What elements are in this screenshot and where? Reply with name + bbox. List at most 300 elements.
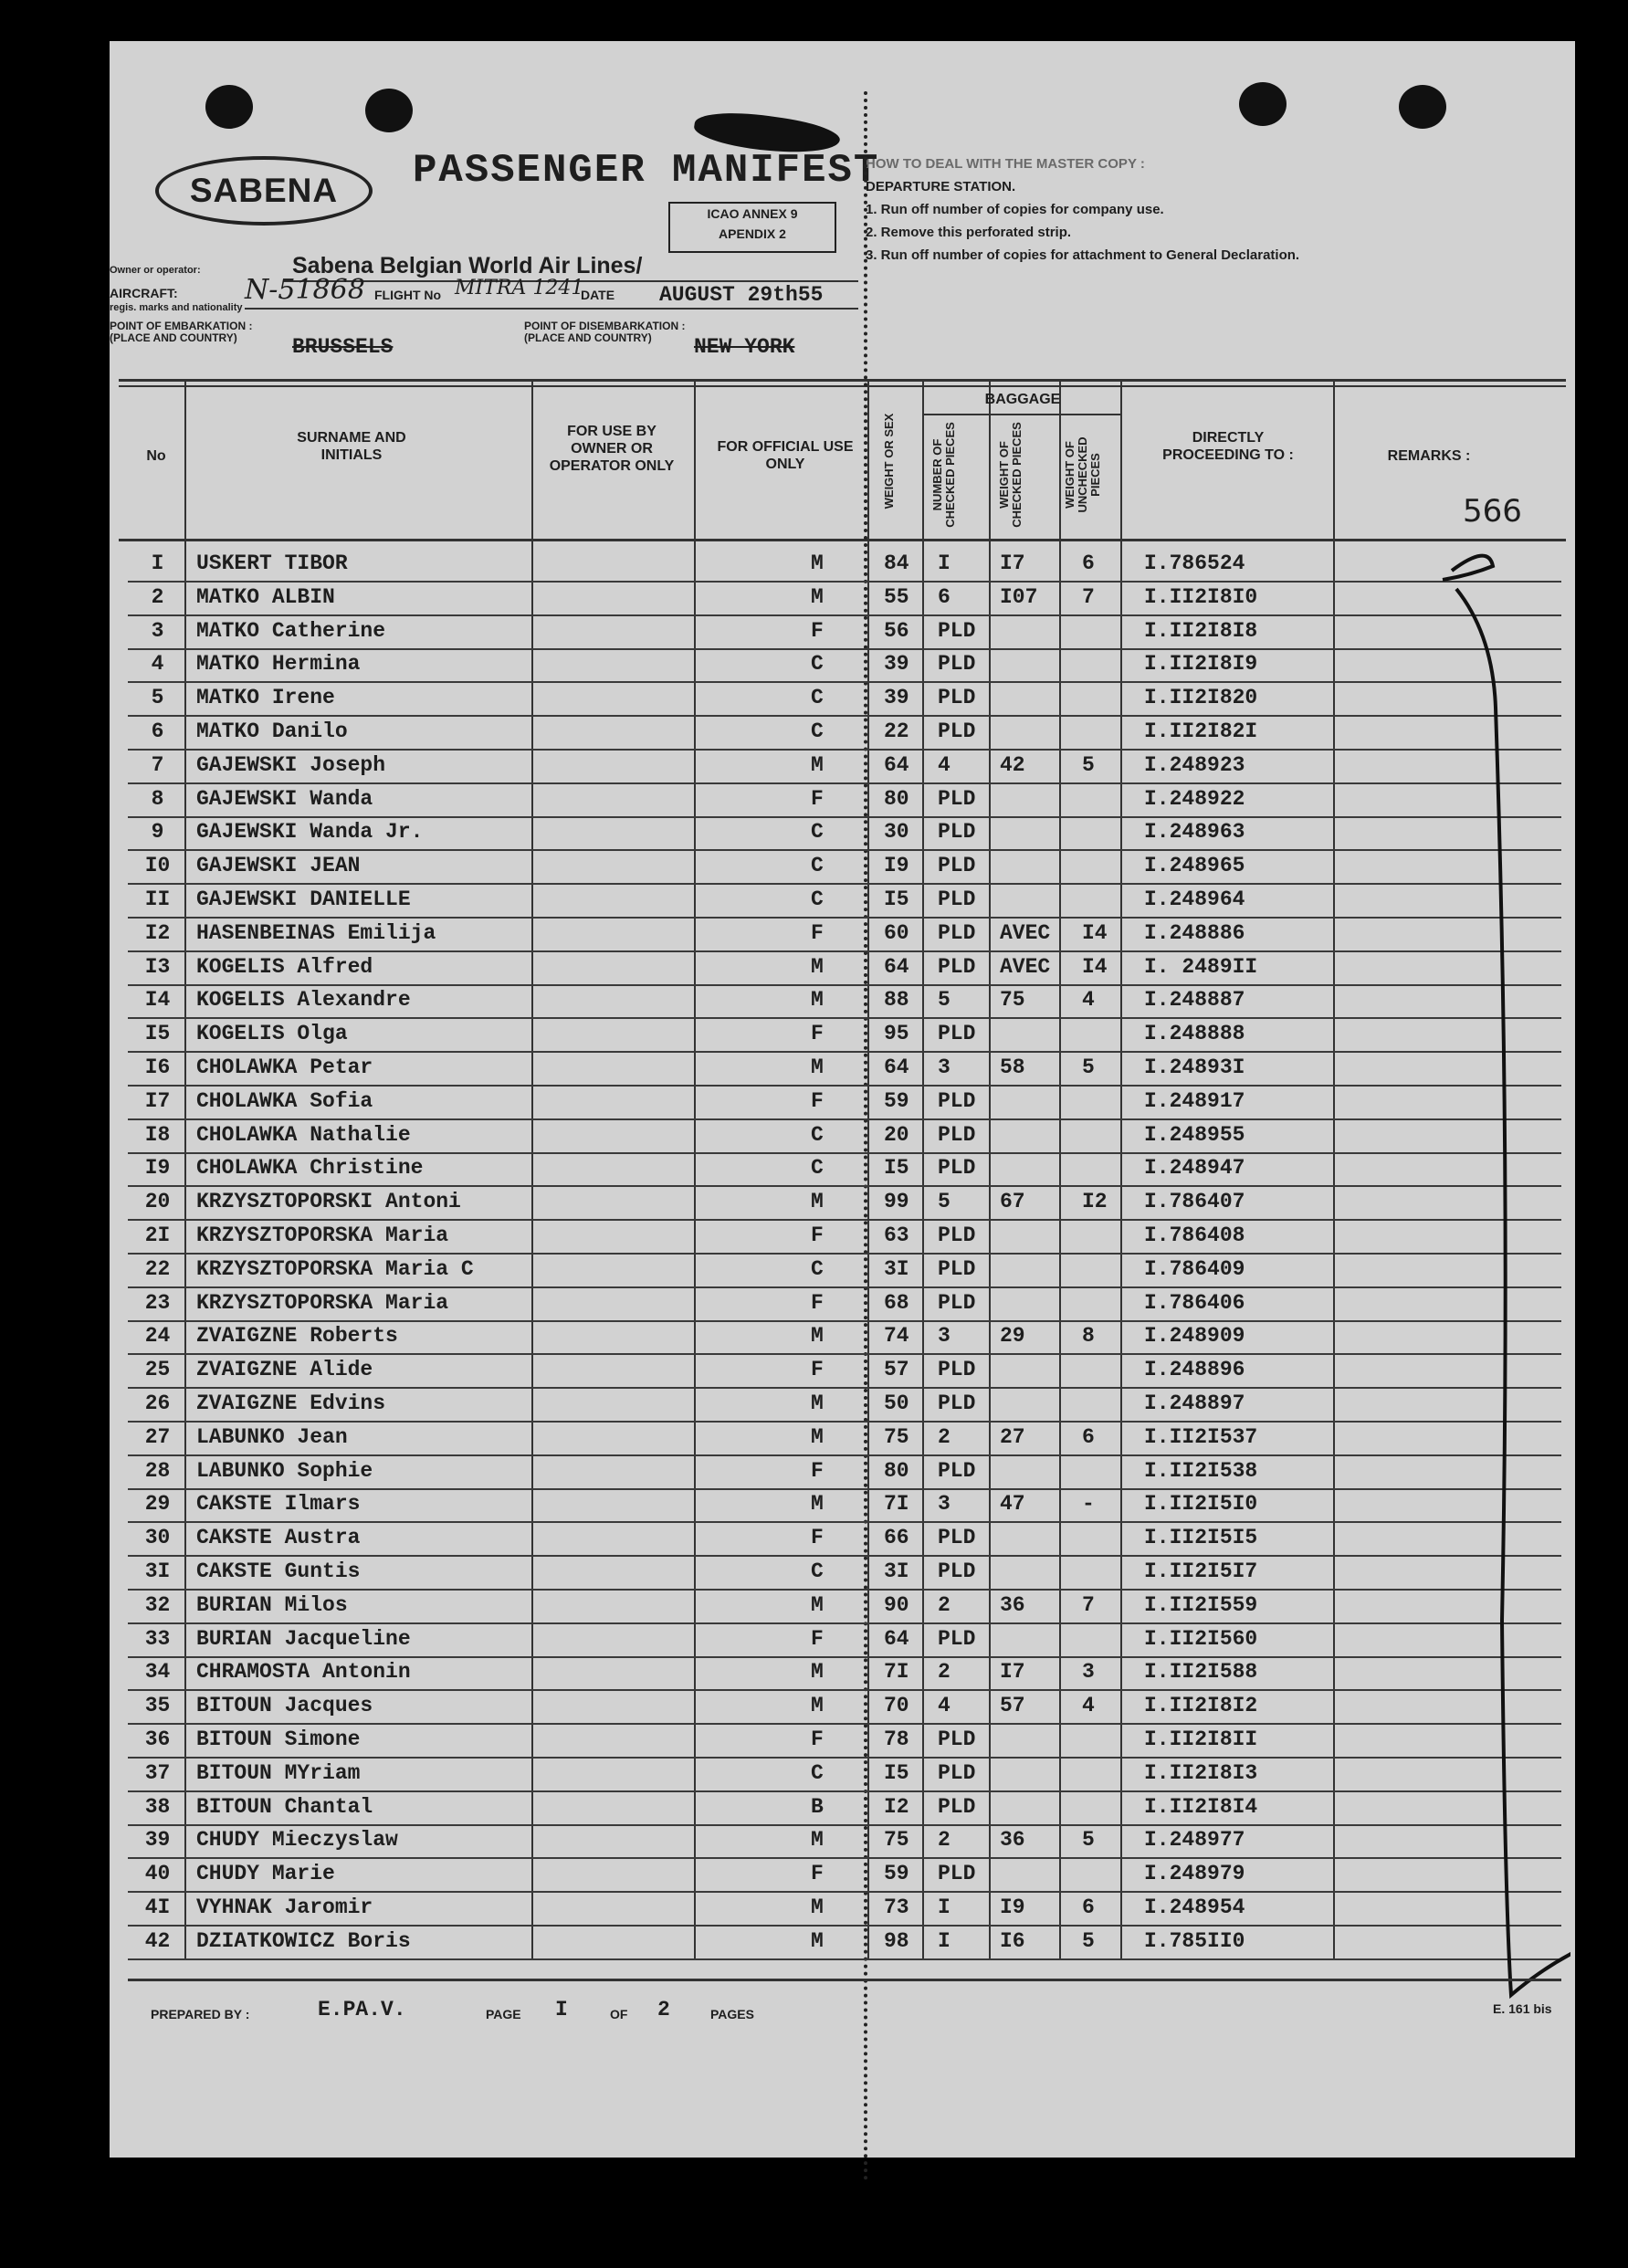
passenger-sex: C <box>811 1256 824 1281</box>
passenger-weight: 78 <box>884 1727 909 1751</box>
checked-pieces: PLD <box>938 1290 976 1315</box>
of-label: OF <box>610 2007 628 2021</box>
checked-weight: I6 <box>1000 1928 1025 1953</box>
passenger-sex: F <box>811 786 824 811</box>
passenger-sex: M <box>811 1055 824 1079</box>
header-rule-2 <box>119 385 1566 387</box>
row-number: I3 <box>144 954 171 979</box>
passenger-name: BITOUN Simone <box>196 1727 361 1751</box>
passenger-sex: C <box>811 686 824 710</box>
passenger-name: USKERT TIBOR <box>196 551 348 575</box>
passenger-weight: 80 <box>884 1458 909 1483</box>
header-rule-bottom <box>119 539 1566 541</box>
passenger-name: BURIAN Jacqueline <box>196 1626 411 1651</box>
proceeding-to: I.II2I538 <box>1144 1458 1258 1483</box>
unchecked-weight: 6 <box>1082 551 1095 575</box>
aircraft-sub-label: regis. marks and nationality <box>110 302 243 313</box>
passenger-name: BITOUN Jacques <box>196 1694 373 1718</box>
passenger-name: KOGELIS Alexandre <box>196 988 411 1013</box>
table-row <box>110 548 1575 582</box>
passenger-sex: C <box>811 1122 824 1147</box>
proceeding-to: I.248887 <box>1144 988 1245 1013</box>
row-number: 2I <box>144 1223 171 1247</box>
table-row <box>110 1623 1575 1657</box>
table-row <box>110 1926 1575 1959</box>
table-row <box>110 1220 1575 1254</box>
checked-pieces: 4 <box>938 752 951 777</box>
proceeding-to: I.II2I537 <box>1144 1424 1258 1449</box>
passenger-weight: 64 <box>884 1626 909 1651</box>
checked-pieces: PLD <box>938 954 976 979</box>
passenger-weight: 84 <box>884 551 909 575</box>
checked-weight: 36 <box>1000 1828 1025 1853</box>
unchecked-weight: I4 <box>1082 920 1108 945</box>
table-row <box>110 1892 1575 1926</box>
passenger-sex: M <box>811 1424 824 1449</box>
row-rule <box>128 1958 1561 1960</box>
prepared-by-value: E.PA.V. <box>318 1998 406 2021</box>
row-number: 4I <box>144 1895 171 1919</box>
checked-pieces: PLD <box>938 1526 976 1550</box>
checked-pieces: PLD <box>938 854 976 878</box>
passenger-weight: 7I <box>884 1660 909 1685</box>
checked-weight: 29 <box>1000 1324 1025 1349</box>
table-row <box>110 951 1575 985</box>
col-header-surname: SURNAME AND INITIALS <box>297 430 406 463</box>
unchecked-weight: 4 <box>1082 1694 1095 1718</box>
owner-value: Sabena Belgian World Air Lines/ <box>292 253 643 278</box>
passenger-name: LABUNKO Sophie <box>196 1458 373 1483</box>
proceeding-to: I.248888 <box>1144 1022 1245 1046</box>
checked-pieces: PLD <box>938 1458 976 1483</box>
row-number: 37 <box>144 1760 171 1785</box>
row-number: 6 <box>151 719 164 743</box>
col-header-proceeding: DIRECTLY PROCEEDING TO : <box>1162 430 1294 463</box>
checked-pieces: 6 <box>938 584 951 609</box>
passenger-sex: M <box>811 584 824 609</box>
unchecked-weight: 5 <box>1082 1055 1095 1079</box>
table-row <box>110 716 1575 750</box>
row-number: 8 <box>151 786 164 811</box>
row-number: II <box>144 887 171 911</box>
table-row <box>110 615 1575 649</box>
passenger-weight: 57 <box>884 1358 909 1382</box>
checked-weight: AVEC <box>1000 954 1051 979</box>
unchecked-weight: 5 <box>1082 1928 1095 1953</box>
passenger-sex: M <box>811 1391 824 1415</box>
passenger-sex: M <box>811 1324 824 1349</box>
table-row <box>110 984 1575 1018</box>
row-number: 34 <box>144 1660 171 1685</box>
checked-pieces: 2 <box>938 1424 951 1449</box>
aircraft-value: N-51868 <box>245 274 365 306</box>
passenger-weight: 59 <box>884 1862 909 1886</box>
passenger-sex: F <box>811 1862 824 1886</box>
checked-weight: 47 <box>1000 1492 1025 1517</box>
checked-pieces: PLD <box>938 1223 976 1247</box>
col-header-owner: FOR USE BY OWNER OR OPERATOR ONLY <box>549 424 675 474</box>
proceeding-to: I.248964 <box>1144 887 1245 911</box>
baggage-rule <box>922 414 1120 415</box>
row-number: 25 <box>144 1358 171 1382</box>
checked-pieces: PLD <box>938 652 976 677</box>
proceeding-to: I.II2I5I7 <box>1144 1559 1258 1583</box>
passenger-name: KRZYSZTOPORSKI Antoni <box>196 1190 461 1214</box>
row-number: 3I <box>144 1559 171 1583</box>
proceeding-to: I.248923 <box>1144 752 1245 777</box>
proceeding-to: I.II2I8I8 <box>1144 618 1258 643</box>
page-label: PAGE <box>486 2007 521 2021</box>
proceeding-to: I.248979 <box>1144 1862 1245 1886</box>
passenger-sex: M <box>811 954 824 979</box>
aircraft-underline <box>245 308 858 310</box>
checked-pieces: PLD <box>938 1391 976 1415</box>
date-value: AUGUST 29th55 <box>659 283 824 307</box>
row-number: I9 <box>144 1156 171 1181</box>
checked-pieces: 2 <box>938 1592 951 1617</box>
row-number: 38 <box>144 1794 171 1819</box>
checked-pieces: PLD <box>938 1088 976 1113</box>
row-number: 4 <box>151 652 164 677</box>
table-row <box>110 1690 1575 1724</box>
checked-pieces: I <box>938 1928 951 1953</box>
punch-hole-left-2 <box>365 89 413 132</box>
col-header-baggage: BAGGAGE <box>984 392 1061 407</box>
passenger-weight: 80 <box>884 786 909 811</box>
col-header-weight-sex: WEIGHT OR SEX <box>882 413 896 509</box>
passenger-sex: M <box>811 1928 824 1953</box>
passenger-weight: I5 <box>884 1760 909 1785</box>
proceeding-to: I.II2I8I3 <box>1144 1760 1258 1785</box>
passenger-name: VYHNAK Jaromir <box>196 1895 373 1919</box>
passenger-name: GAJEWSKI Joseph <box>196 752 386 777</box>
passenger-weight: 22 <box>884 719 909 743</box>
table-row <box>110 783 1575 817</box>
table-row <box>110 1287 1575 1321</box>
checked-pieces: 2 <box>938 1660 951 1685</box>
checked-pieces: PLD <box>938 618 976 643</box>
punch-hole-left-1 <box>205 85 253 129</box>
passenger-name: KRZYSZTOPORSKA Maria C <box>196 1256 474 1281</box>
proceeding-to: I.248909 <box>1144 1324 1245 1349</box>
row-number: I8 <box>144 1122 171 1147</box>
passenger-name: MATKO Catherine <box>196 618 386 643</box>
proceeding-to: I.II2I82I <box>1144 719 1258 743</box>
unchecked-weight: 6 <box>1082 1424 1095 1449</box>
passenger-weight: 66 <box>884 1526 909 1550</box>
passenger-sex: F <box>811 1223 824 1247</box>
unchecked-weight: - <box>1082 1492 1095 1517</box>
col-header-weight-checked: WEIGHT OF CHECKED PIECES <box>997 422 1024 528</box>
passenger-weight: 95 <box>884 1022 909 1046</box>
unchecked-weight: 6 <box>1082 1895 1095 1919</box>
table-row <box>110 1320 1575 1354</box>
passenger-sex: F <box>811 1626 824 1651</box>
remarks-number: 566 <box>1463 493 1522 530</box>
checked-weight: 75 <box>1000 988 1025 1013</box>
table-row <box>110 1656 1575 1690</box>
form-code: E. 161 bis <box>1493 2001 1552 2016</box>
row-number: 39 <box>144 1828 171 1853</box>
passenger-weight: 88 <box>884 988 909 1013</box>
row-number: I <box>151 551 164 575</box>
passenger-sex: B <box>811 1794 824 1819</box>
passenger-sex: M <box>811 1895 824 1919</box>
proceeding-to: I.248896 <box>1144 1358 1245 1382</box>
row-number: 24 <box>144 1324 171 1349</box>
unchecked-weight: 7 <box>1082 584 1095 609</box>
passenger-name: CHRAMOSTA Antonin <box>196 1660 411 1685</box>
checked-pieces: 3 <box>938 1324 951 1349</box>
unchecked-weight: 5 <box>1082 1828 1095 1853</box>
master-copy-instructions: HOW TO DEAL WITH THE MASTER COPY : DEPARTURE STATION. 1. Run off number of copies for company use. 2. Remove this perforated strip. 3. Run off number of copies for attachment to General Declaration. <box>866 156 1300 263</box>
passenger-name: MATKO Danilo <box>196 719 348 743</box>
checked-pieces: 5 <box>938 1190 951 1214</box>
proceeding-to: I.248954 <box>1144 1895 1245 1919</box>
checked-pieces: 5 <box>938 988 951 1013</box>
checked-weight: I9 <box>1000 1895 1025 1919</box>
passenger-sex: F <box>811 1290 824 1315</box>
table-row <box>110 816 1575 850</box>
unchecked-weight: I2 <box>1082 1190 1108 1214</box>
passenger-sex: F <box>811 618 824 643</box>
checked-pieces: PLD <box>938 1794 976 1819</box>
table-row <box>110 1018 1575 1052</box>
pages-label: PAGES <box>710 2007 754 2021</box>
disembarkation-label: POINT OF DISEMBARKATION : (PLACE AND COUNTRY) <box>524 320 686 344</box>
table-row <box>110 1186 1575 1220</box>
table-row <box>110 850 1575 884</box>
checked-pieces: I <box>938 551 951 575</box>
checked-weight: I7 <box>1000 1660 1025 1685</box>
checked-pieces: 4 <box>938 1694 951 1718</box>
passenger-weight: 68 <box>884 1290 909 1315</box>
passenger-name: ZVAIGZNE Edvins <box>196 1391 386 1415</box>
col-header-no: No <box>146 448 166 464</box>
passenger-sex: M <box>811 1660 824 1685</box>
passenger-name: CAKSTE Guntis <box>196 1559 361 1583</box>
checked-weight: 58 <box>1000 1055 1025 1079</box>
proceeding-to: I.248897 <box>1144 1391 1245 1415</box>
passenger-sex: F <box>811 920 824 945</box>
passenger-sex: M <box>811 752 824 777</box>
checked-pieces: PLD <box>938 1122 976 1147</box>
passenger-name: BURIAN Milos <box>196 1592 348 1617</box>
checked-pieces: PLD <box>938 1022 976 1046</box>
table-row <box>110 582 1575 615</box>
passenger-weight: 50 <box>884 1391 909 1415</box>
table-row <box>110 1724 1575 1758</box>
passenger-sex: M <box>811 1492 824 1517</box>
proceeding-to: I.II2I560 <box>1144 1626 1258 1651</box>
checked-pieces: PLD <box>938 887 976 911</box>
passenger-sex: C <box>811 820 824 845</box>
proceeding-to: I.248977 <box>1144 1828 1245 1853</box>
checked-pieces: PLD <box>938 1862 976 1886</box>
passenger-weight: 7I <box>884 1492 909 1517</box>
unchecked-weight: 5 <box>1082 752 1095 777</box>
unchecked-weight: I4 <box>1082 954 1108 979</box>
manifest-title: PASSENGER MANIFEST <box>413 148 880 194</box>
passenger-sex: F <box>811 1526 824 1550</box>
proceeding-to: I.II2I5I5 <box>1144 1526 1258 1550</box>
passenger-sex: M <box>811 1828 824 1853</box>
passenger-name: GAJEWSKI Wanda Jr. <box>196 820 424 845</box>
passenger-weight: 75 <box>884 1424 909 1449</box>
checked-pieces: PLD <box>938 820 976 845</box>
passenger-weight: 75 <box>884 1828 909 1853</box>
passenger-name: BITOUN Chantal <box>196 1794 373 1819</box>
unchecked-weight: 4 <box>1082 988 1095 1013</box>
passenger-weight: 59 <box>884 1088 909 1113</box>
passenger-sex: F <box>811 1088 824 1113</box>
passenger-name: CHOLAWKA Sofia <box>196 1088 373 1113</box>
passenger-sex: C <box>811 1559 824 1583</box>
row-number: I2 <box>144 920 171 945</box>
checked-pieces: PLD <box>938 1256 976 1281</box>
checked-pieces: PLD <box>938 686 976 710</box>
proceeding-to: I.24893I <box>1144 1055 1245 1079</box>
passenger-weight: 64 <box>884 954 909 979</box>
checked-pieces: 3 <box>938 1492 951 1517</box>
passenger-weight: 99 <box>884 1190 909 1214</box>
table-row <box>110 1388 1575 1422</box>
row-number: 26 <box>144 1391 171 1415</box>
flight-value: MITRA 1241 <box>455 277 584 299</box>
row-number: I7 <box>144 1088 171 1113</box>
proceeding-to: I.II2I8I2 <box>1144 1694 1258 1718</box>
row-number: 22 <box>144 1256 171 1281</box>
passenger-weight: 73 <box>884 1895 909 1919</box>
passenger-name: LABUNKO Jean <box>196 1424 348 1449</box>
table-row <box>110 1522 1575 1556</box>
row-number: 33 <box>144 1626 171 1651</box>
checked-pieces: PLD <box>938 719 976 743</box>
row-number: I6 <box>144 1055 171 1079</box>
passenger-weight: 60 <box>884 920 909 945</box>
passenger-name: CHOLAWKA Nathalie <box>196 1122 411 1147</box>
checked-weight: AVEC <box>1000 920 1051 945</box>
passenger-name: CHOLAWKA Petar <box>196 1055 373 1079</box>
row-number: 20 <box>144 1190 171 1214</box>
manifest-sheet <box>110 41 1575 2158</box>
passenger-name: GAJEWSKI Wanda <box>196 786 373 811</box>
remarks-bracket-mark <box>1388 525 1570 2032</box>
passenger-sex: F <box>811 1727 824 1751</box>
proceeding-to: I.248955 <box>1144 1122 1245 1147</box>
checked-pieces: PLD <box>938 1727 976 1751</box>
passenger-name: KRZYSZTOPORSKA Maria <box>196 1223 449 1247</box>
unchecked-weight: 8 <box>1082 1324 1095 1349</box>
passenger-weight: I5 <box>884 1156 909 1181</box>
row-number: I4 <box>144 988 171 1013</box>
row-number: 9 <box>151 820 164 845</box>
passenger-sex: F <box>811 1022 824 1046</box>
proceeding-to: I.248922 <box>1144 786 1245 811</box>
passenger-weight: 3I <box>884 1256 909 1281</box>
checked-weight: I07 <box>1000 584 1038 609</box>
passenger-sex: C <box>811 1156 824 1181</box>
row-number: 27 <box>144 1424 171 1449</box>
checked-weight: 42 <box>1000 752 1025 777</box>
proceeding-to: I.785II0 <box>1144 1928 1245 1953</box>
passenger-weight: 63 <box>884 1223 909 1247</box>
passenger-name: BITOUN MYriam <box>196 1760 361 1785</box>
proceeding-to: I.248963 <box>1144 820 1245 845</box>
proceeding-to: I.II2I588 <box>1144 1660 1258 1685</box>
checked-pieces: 2 <box>938 1828 951 1853</box>
checked-weight: 57 <box>1000 1694 1025 1718</box>
table-row <box>110 1052 1575 1086</box>
passenger-weight: I5 <box>884 887 909 911</box>
disembarkation-value: NEW YORK <box>694 335 795 359</box>
row-number: 30 <box>144 1526 171 1550</box>
prepared-by-label: PREPARED BY : <box>151 2007 250 2021</box>
passenger-weight: I9 <box>884 854 909 878</box>
passenger-name: MATKO ALBIN <box>196 584 335 609</box>
passenger-weight: 39 <box>884 652 909 677</box>
row-number: 5 <box>151 686 164 710</box>
passenger-sex: C <box>811 719 824 743</box>
proceeding-to: I.248947 <box>1144 1156 1245 1181</box>
passenger-weight: 64 <box>884 752 909 777</box>
proceeding-to: I.786408 <box>1144 1223 1245 1247</box>
punch-hole-right-2 <box>1399 85 1446 129</box>
passenger-sex: C <box>811 1760 824 1785</box>
table-row <box>110 918 1575 951</box>
checked-weight: I7 <box>1000 551 1025 575</box>
checked-weight: 36 <box>1000 1592 1025 1617</box>
header-rule-top <box>119 379 1566 382</box>
col-header-num-checked: NUMBER OF CHECKED PIECES <box>930 422 957 528</box>
passenger-weight: 20 <box>884 1122 909 1147</box>
passenger-sex: C <box>811 854 824 878</box>
proceeding-to: I.II2I8I9 <box>1144 652 1258 677</box>
unchecked-weight: 7 <box>1082 1592 1095 1617</box>
col-header-official: FOR OFFICIAL USE ONLY <box>717 439 854 472</box>
row-number: I5 <box>144 1022 171 1046</box>
proceeding-to: I.786407 <box>1144 1190 1245 1214</box>
checked-pieces: PLD <box>938 1559 976 1583</box>
passenger-weight: 74 <box>884 1324 909 1349</box>
passenger-weight: 55 <box>884 584 909 609</box>
proceeding-to: I.II2I8I0 <box>1144 584 1258 609</box>
checked-weight: 27 <box>1000 1424 1025 1449</box>
passenger-weight: 98 <box>884 1928 909 1953</box>
col-header-remarks: REMARKS : <box>1387 448 1471 464</box>
row-number: 7 <box>151 752 164 777</box>
passenger-sex: F <box>811 1358 824 1382</box>
checked-pieces: PLD <box>938 1760 976 1785</box>
proceeding-to: I.248965 <box>1144 854 1245 878</box>
passenger-weight: I2 <box>884 1794 909 1819</box>
passenger-name: CAKSTE Ilmars <box>196 1492 361 1517</box>
table-row <box>110 1791 1575 1825</box>
owner-label: Owner or operator: <box>110 265 201 276</box>
passenger-name: HASENBEINAS Emilija <box>196 920 436 945</box>
passenger-sex: M <box>811 988 824 1013</box>
proceeding-to: I.248917 <box>1144 1088 1245 1113</box>
passenger-sex: M <box>811 1694 824 1718</box>
embarkation-label: POINT OF EMBARKATION : (PLACE AND COUNTRY) <box>110 320 253 344</box>
passenger-weight: 39 <box>884 686 909 710</box>
checked-pieces: PLD <box>938 1626 976 1651</box>
checked-pieces: PLD <box>938 1358 976 1382</box>
table-row <box>110 682 1575 716</box>
checked-pieces: 3 <box>938 1055 951 1079</box>
proceeding-to: I. 2489II <box>1144 954 1258 979</box>
passenger-name: MATKO Irene <box>196 686 335 710</box>
